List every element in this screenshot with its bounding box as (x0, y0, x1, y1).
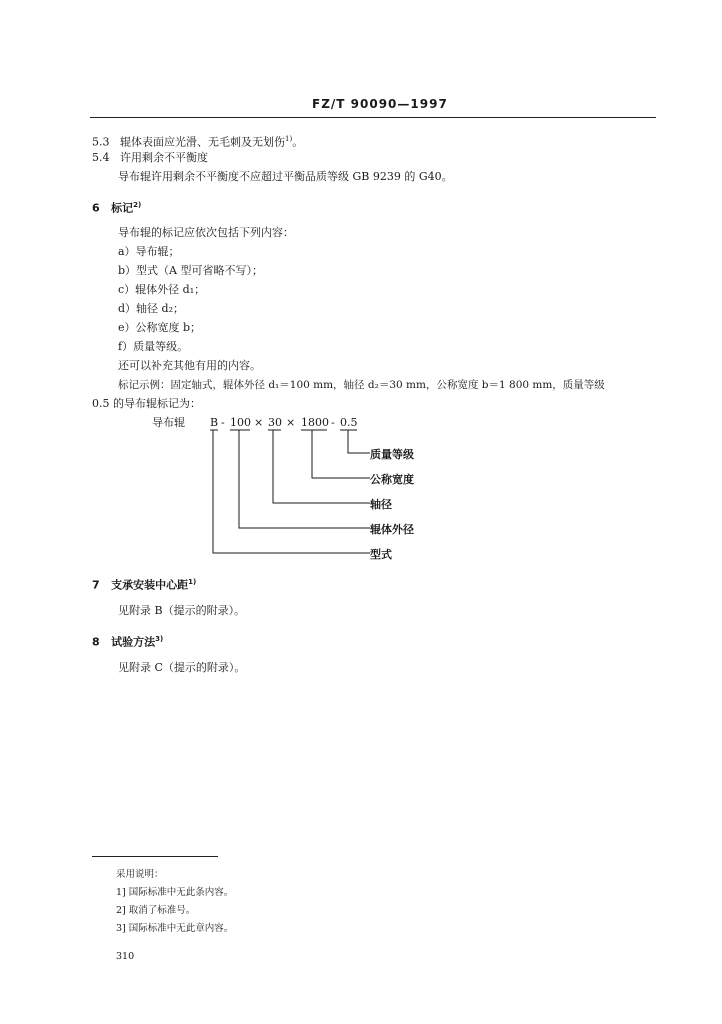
list-item: f）质量等级。 (118, 340, 189, 353)
marking-code-part: 0.5 (340, 416, 358, 429)
list-item: b）型式（A 型可省略不写）； (118, 264, 263, 277)
marking-label-type: 型式 (370, 548, 392, 561)
footnote-item: 2] 取消了标准号。 (116, 905, 196, 916)
footnote-ref: 1) (285, 135, 293, 143)
standard-number: FZ/T 90090—1997 (312, 97, 448, 111)
marking-code-part: B (210, 416, 219, 429)
list-item: c）辊体外径 d₁； (118, 283, 206, 296)
footnote-rule (92, 856, 218, 857)
section-title: 支承安装中心距 (111, 578, 189, 592)
footnote-ref: 2) (133, 201, 142, 209)
section-5-4-body: 导布辊许用剩余不平衡度不应超过平衡品质等级 GB 9239 的 G40。 (118, 170, 453, 183)
list-item: d）轴径 d₂； (118, 302, 184, 315)
section-8-body: 见附录 C（提示的附录）。 (118, 661, 246, 674)
marking-code-part: 30 (268, 416, 282, 429)
section-6-extra: 还可以补充其他有用的内容。 (118, 359, 261, 372)
footnote-item: 3] 国际标准中无此章内容。 (116, 923, 234, 934)
marking-label-shaft: 轴径 (370, 498, 392, 511)
section-number: 5.3 (92, 135, 110, 149)
page-number: 310 (116, 951, 135, 962)
section-number: 6 (92, 201, 100, 215)
marking-code-part: - (331, 416, 335, 429)
marking-label-quality: 质量等级 (370, 448, 414, 461)
section-end: 。 (292, 135, 304, 149)
section-number: 7 (92, 578, 100, 592)
section-title: 试验方法 (111, 635, 156, 649)
marking-code-part: - (221, 416, 225, 429)
list-item: e）公称宽度 b； (118, 321, 202, 334)
section-6-intro: 导布辊的标记应依次包括下列内容： (118, 226, 294, 239)
section-title: 标记 (111, 201, 134, 215)
marking-example-line-2: 0.5 的导布辊标记为： (92, 397, 201, 410)
marking-example-line-1: 标记示例：固定轴式，辊体外径 d₁＝100 mm，轴径 d₂＝30 mm，公称宽度 b＝1 800 mm，质量等级 (118, 379, 605, 391)
marking-name: 导布辊 (152, 416, 185, 429)
section-number: 8 (92, 635, 100, 649)
section-number: 5.4 (92, 151, 110, 164)
marking-label-width: 公称宽度 (370, 473, 414, 486)
list-item: a）导布辊； (118, 245, 180, 258)
marking-code-part: × (286, 416, 296, 429)
marking-code-part: 1800 (301, 416, 329, 429)
footnote-item: 1] 国际标准中无此条内容。 (116, 887, 234, 898)
section-7-body: 见附录 B（提示的附录）。 (118, 604, 246, 617)
marking-code-part: × (254, 416, 264, 429)
section-7-heading (92, 575, 196, 593)
section-8-heading (92, 632, 163, 650)
section-title: 许用剩余不平衡度 (120, 151, 208, 164)
marking-label-diameter: 辊体外径 (370, 523, 414, 536)
marking-code-part: 100 (230, 416, 251, 429)
footnote-ref: 3) (155, 635, 164, 643)
section-text: 辊体表面应光滑、无毛刺及无划伤 (120, 135, 285, 149)
footnote-ref: 1) (188, 578, 197, 586)
footnote-heading: 采用说明： (116, 869, 164, 880)
